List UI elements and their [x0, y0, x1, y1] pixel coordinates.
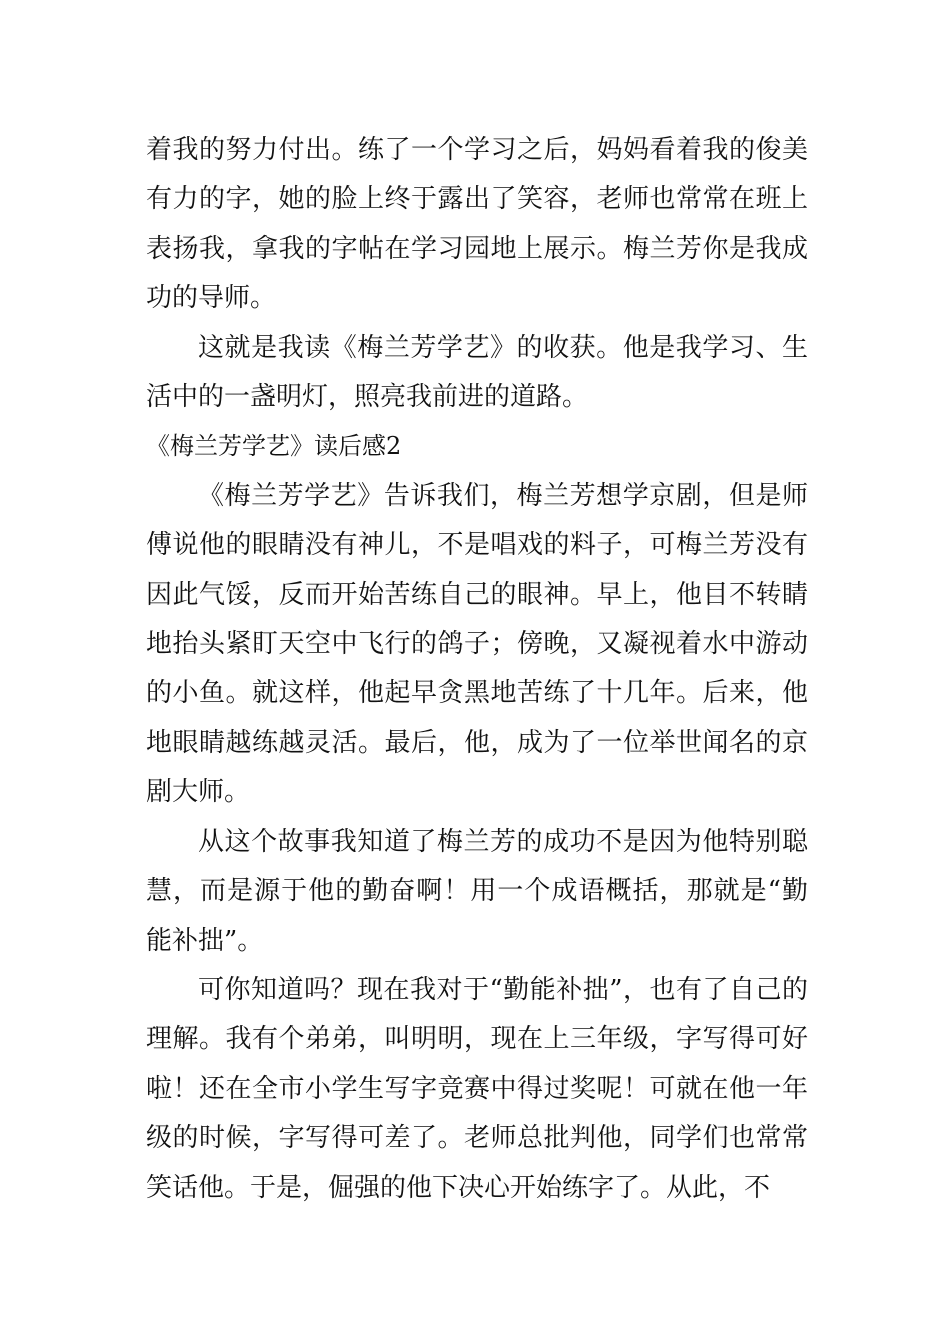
paragraph-5: 可你知道吗？现在我对于“勤能补拙”，也有了自己的理解。我有个弟弟，叫明明，现在上三年级，字写得可好啦！还在全市小学生写字竞赛中得过奖呢！可就在他一年级的时候，字写得可差了。老师总批判他，同学们也常常笑话他。于是，倔强的他下决心开始练字了。从此，不 [146, 974, 808, 1203]
paragraph-2: 这就是我读《梅兰芳学艺》的收获。他是我学习、生活中的一盏明灯，照亮我前进的道路。 [146, 332, 808, 413]
paragraph-3: 《梅兰芳学艺》告诉我们，梅兰芳想学京剧，但是师傅说他的眼睛没有神儿，不是唱戏的料子，可梅兰芳没有因此气馁，反而开始苦练自己的眼神。早上，他目不转睛地抬头紧盯天空中飞行的鸽子；傍晚，又凝视着水中游动的小鱼。就这样，他起早贪黑地苦练了十几年。后来，他地眼睛越练越灵活。最后，他，成为了一位举世闻名的京剧大师。 [146, 480, 808, 808]
paragraph-1: 着我的努力付出。练了一个学习之后，妈妈看着我的俊美有力的字，她的脸上终于露出了笑容，老师也常常在班上表扬我，拿我的字帖在学习园地上展示。梅兰芳你是我成功的导师。 [146, 135, 808, 314]
document-body [146, 126, 808, 1213]
section-heading: 《梅兰芳学艺》读后感2 [146, 432, 402, 461]
paragraph-4: 从这个故事我知道了梅兰芳的成功不是因为他特别聪慧，而是源于他的勤奋啊！用一个成语概括，那就是“勤能补拙”。 [146, 826, 808, 956]
